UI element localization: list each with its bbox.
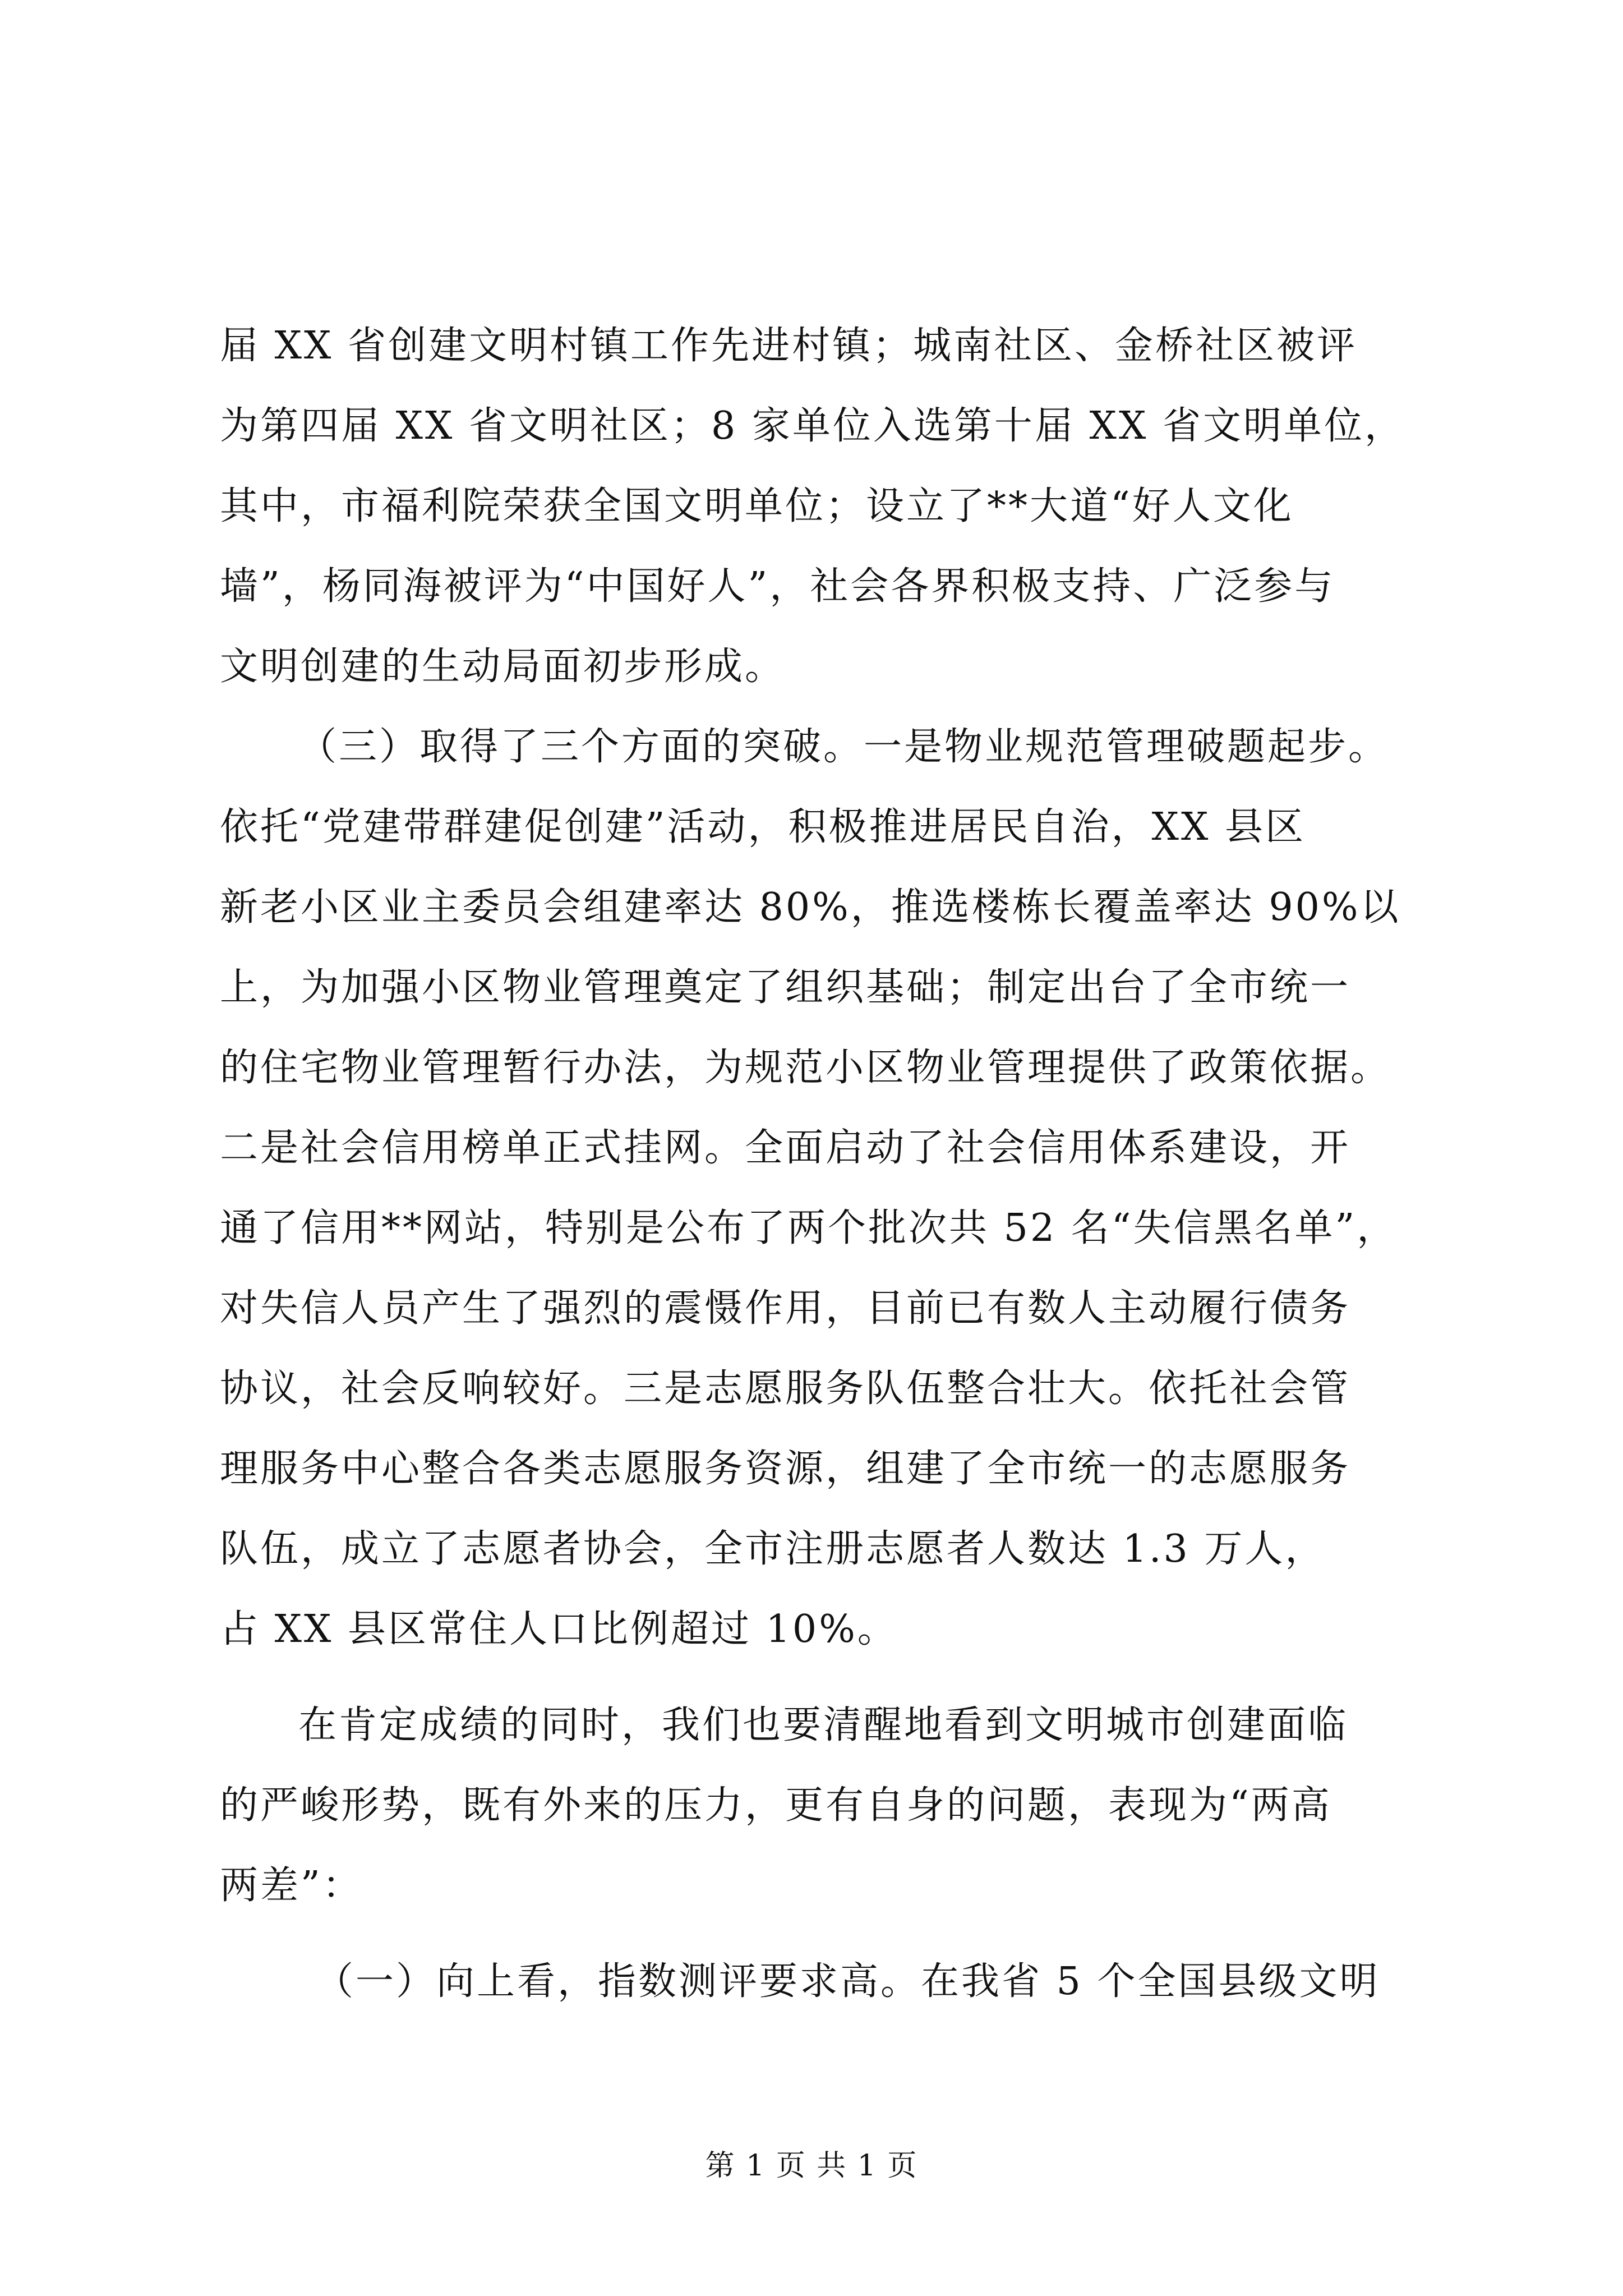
text-line: 上，为加强小区物业管理奠定了组织基础；制定出台了全市统一 (220, 965, 1351, 1010)
text-line: 墙”，杨同海被评为“中国好人”，社会各界积极支持、广泛参与 (220, 564, 1335, 609)
paragraph-4 (220, 1941, 1414, 2022)
text-line: 二是社会信用榜单正式挂网。全面启动了社会信用体系建设，开 (220, 1126, 1351, 1170)
paragraph-1 (220, 306, 1414, 707)
text-line: 在肯定成绩的同时，我们也要清醒地看到文明城市创建面临 (298, 1703, 1349, 1747)
text-line: 通了信用**网站，特别是公布了两个批次共 52 名“失信黑名单”， (220, 1206, 1398, 1250)
text-line: （一）向上看，指数测评要求高。在我省 5 个全国县级文明 (315, 1959, 1380, 2004)
text-line: 新老小区业主委员会组建率达 80%，推选楼栋长覆盖率达 90%以 (220, 885, 1401, 930)
document-body (220, 306, 1414, 2022)
text-line: 其中，市福利院荣获全国文明单位；设立了**大道“好人文化 (220, 484, 1294, 528)
paragraph-2 (220, 707, 1414, 1669)
text-line: 依托“党建带群建促创建”活动，积极推进居民自治，XX 县区 (220, 805, 1306, 849)
text-line: 两差”： (220, 1864, 363, 1908)
text-line: （三）取得了三个方面的突破。一是物业规范管理破题起步。 (298, 725, 1389, 769)
text-line: 文明创建的生动局面初步形成。 (220, 645, 786, 689)
text-line: 届 XX 省创建文明村镇工作先进村镇；城南社区、金桥社区被评 (220, 324, 1358, 368)
text-line: 队伍，成立了志愿者协会，全市注册志愿者人数达 1.3 万人， (220, 1527, 1326, 1571)
text-line: 的严峻形势，既有外来的压力，更有自身的问题，表现为“两高 (220, 1783, 1332, 1828)
text-line: 的住宅物业管理暂行办法，为规范小区物业管理提供了政策依据。 (220, 1046, 1391, 1090)
page-number-label: 第 1 页 共 1 页 (705, 2149, 918, 2183)
page-footer (0, 2146, 1623, 2185)
text-line: 为第四届 XX 省文明社区；8 家单位入选第十届 XX 省文明单位， (220, 404, 1405, 448)
text-line: 协议，社会反响较好。三是志愿服务队伍整合壮大。依托社会管 (220, 1366, 1351, 1411)
text-line: 占 XX 县区常住人口比例超过 10%。 (220, 1607, 898, 1651)
text-line: 对失信人员产生了强烈的震慑作用，目前已有数人主动履行债务 (220, 1286, 1351, 1331)
text-line: 理服务中心整合各类志愿服务资源，组建了全市统一的志愿服务 (220, 1447, 1351, 1491)
paragraph-3 (220, 1685, 1414, 1926)
